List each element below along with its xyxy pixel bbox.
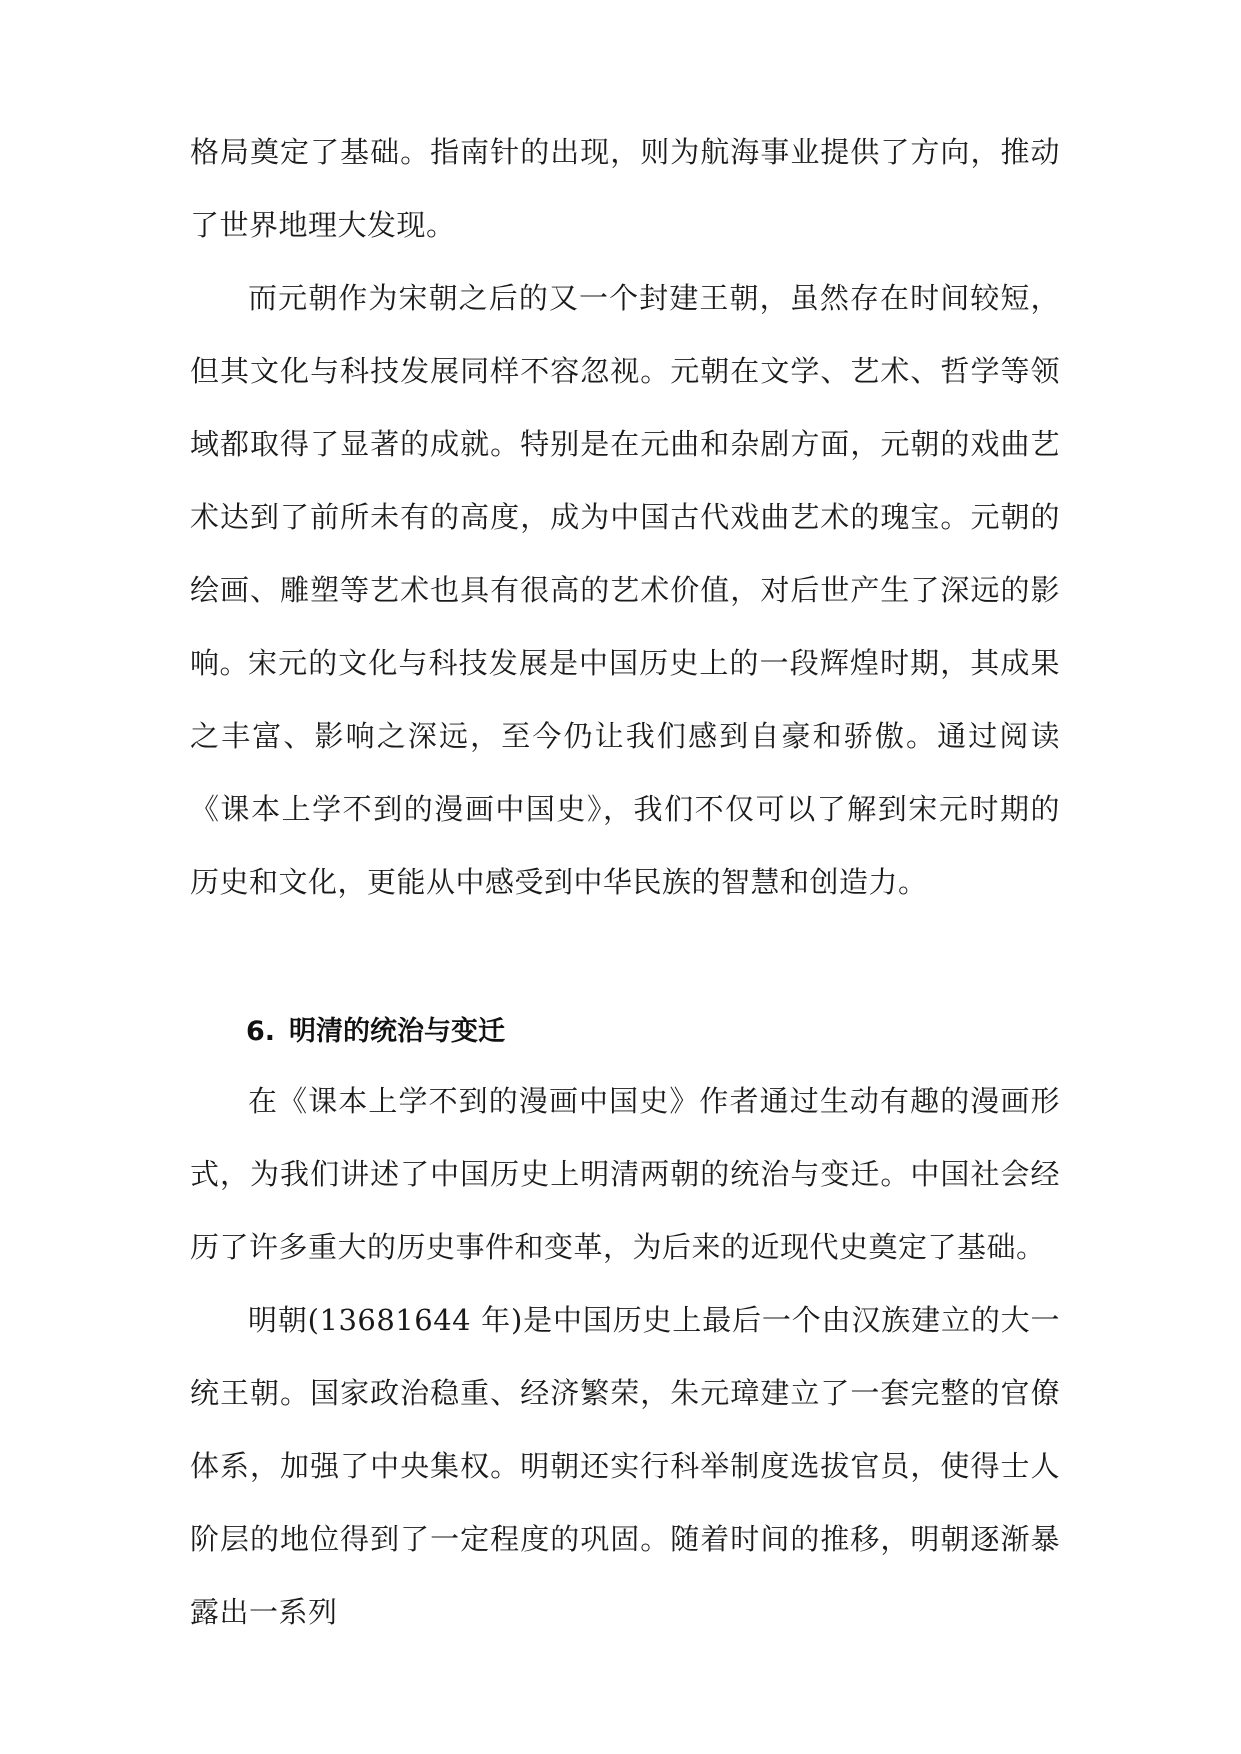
section-number: 6. bbox=[246, 1016, 276, 1047]
paragraph-song-yuan-summary: 宋元的文化与科技发展是中国历史上的一段辉煌时期，其成果之丰富、影响之深远，至今仍让我们感到自豪和骄傲。通过阅读《课本上学不到的漫画中国史》，我们不仅可以了解到宋元时期的历史和文化，更能从中感受到中华民族的智慧和创造力。 bbox=[190, 646, 1060, 899]
paragraph-ming-qing-intro: 在《课本上学不到的漫画中国史》作者通过生动有趣的漫画形式，为我们讲述了中国历史上明清两朝的统治与变迁。中国社会经历了许多重大的历史事件和变革，为后来的近现代史奠定了基础。 bbox=[190, 1084, 1060, 1264]
section-title: 明清的统治与变迁 bbox=[289, 1016, 506, 1047]
paragraph-ming-dynasty: 明朝(13681644 年)是中国历史上最后一个由汉族建立的大一统王朝。国家政治稳重、经济繁荣，朱元璋建立了一套完整的官僚体系，加强了中央集权。明朝还实行科举制度选拔官员，使得士人阶层的地位得到了一定程度的巩固。随着时间的推移，明朝逐渐暴露出一系列 bbox=[190, 1303, 1060, 1629]
paragraph-continued: 格局奠定了基础。指南针的出现，则为航海事业提供了方向，推动了世界地理大发现。 bbox=[190, 135, 1060, 242]
paragraph-yuan-culture: 而元朝作为宋朝之后的又一个封建王朝，虽然存在时间较短，但其文化与科技发展同样不容忽视。元朝在文学、艺术、哲学等领域都取得了显著的成就。特别是在元曲和杂剧方面，元朝的戏曲艺术达到了前所未有的高度，成为中国古代戏曲艺术的瑰宝。元朝的绘画、雕塑等艺术也具有很高的艺术价值，对后世产生了深远的影响。 bbox=[190, 281, 1060, 680]
section-heading bbox=[246, 1012, 505, 1052]
